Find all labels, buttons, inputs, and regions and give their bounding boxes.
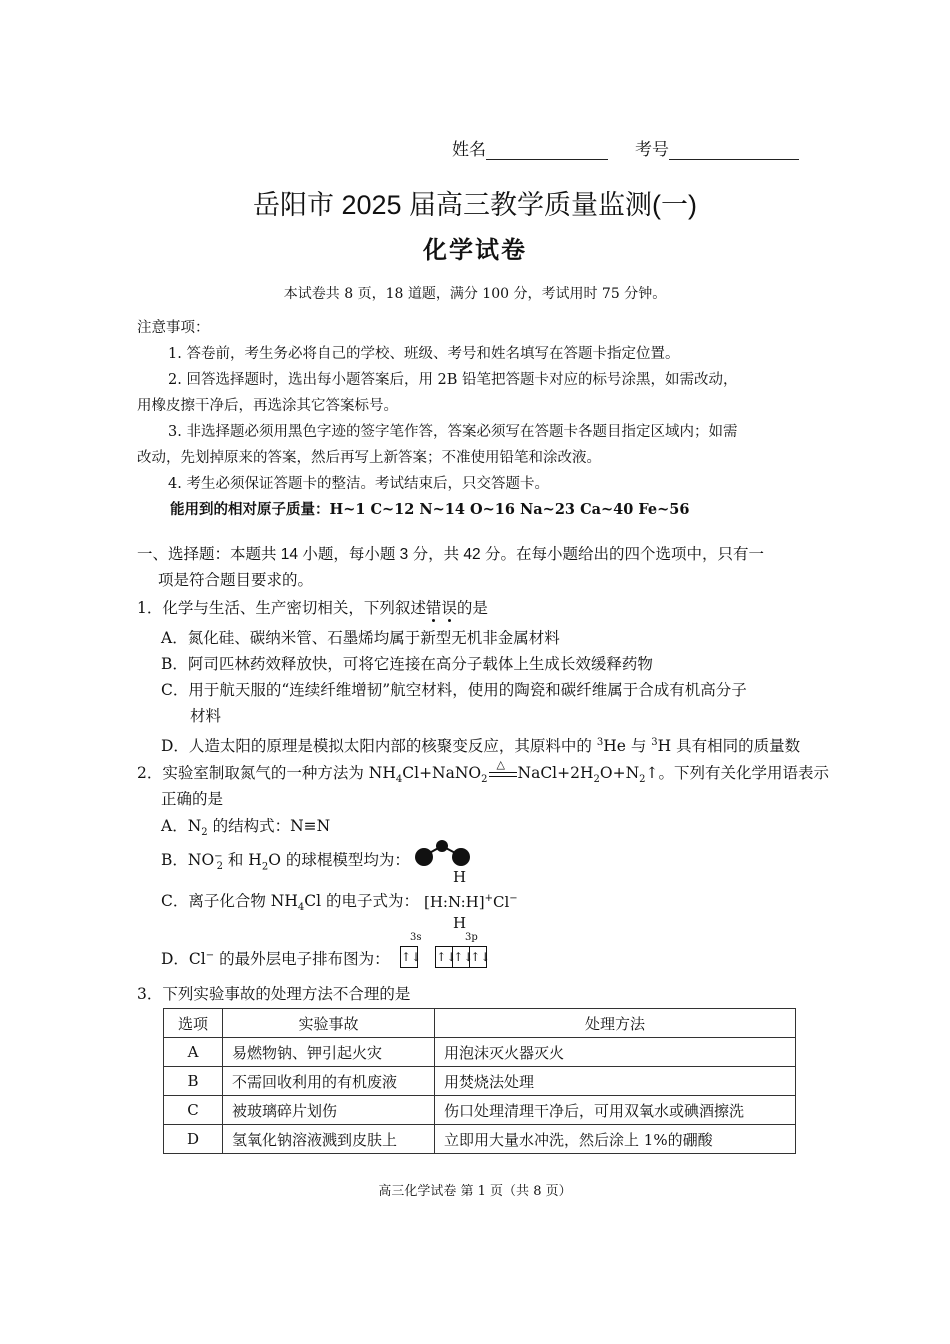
lewis-structure: H [H:N:H]+Cl− H bbox=[424, 868, 518, 932]
q2-option-b: B．$NO^-_2$ 和 $H_2O$ 的球棍模型均为： bbox=[161, 851, 410, 873]
orbital-diagram: 3s 3p ↑↓ ↑↓↑↓↑↓ bbox=[400, 932, 486, 968]
table-cell: 伤口处理清理干净后，可用双氧水或碘酒擦洗 bbox=[435, 1096, 796, 1125]
table-cell: 氢氧化钠溶液溅到皮肤上 bbox=[223, 1125, 435, 1154]
number-blank[interactable] bbox=[669, 141, 799, 160]
q2-option-a: A．$N_2$ 的结构式：N≡N bbox=[161, 817, 331, 839]
name-blank[interactable] bbox=[486, 141, 608, 160]
table-row bbox=[164, 1038, 796, 1067]
table-cell: D bbox=[164, 1125, 223, 1154]
table-cell: 立即用大量水冲洗，然后涂上 1%的硼酸 bbox=[435, 1125, 796, 1154]
notice-item-2-cont: 用橡皮擦干净后，再选涂其它答案标号。 bbox=[137, 398, 398, 414]
orbital-box: ↑↓ bbox=[469, 946, 487, 968]
table-cell: A bbox=[164, 1038, 223, 1067]
q2-option-d: D．Cl− 的最外层电子排布图为： bbox=[161, 950, 390, 969]
notice-heading: 注意事项： bbox=[137, 320, 210, 336]
table-row bbox=[164, 1096, 796, 1125]
candidate-header bbox=[452, 135, 799, 160]
table-cell: 用焚烧法处理 bbox=[435, 1067, 796, 1096]
table-header-cell: 实验事故 bbox=[223, 1009, 435, 1038]
notice-item-1: 1. 答卷前，考生务必将自己的学校、班级、考号和姓名填写在答题卡指定位置。 bbox=[168, 346, 680, 362]
orbital-box: ↑↓ bbox=[400, 946, 418, 968]
q1-option-d: D．人造太阳的原理是模拟太阳内部的核聚变反应，其原料中的 $^3$He 与 $^3$H 具有相同的质量数 bbox=[161, 737, 801, 756]
table-row bbox=[164, 1125, 796, 1154]
q1-option-a: A．氮化硅、碳纳米管、石墨烯均属于新型无机非金属材料 bbox=[161, 629, 560, 647]
notice-item-3: 3. 非选择题必须用黑色字迹的签字笔作答，答案必须写在答题卡各题目指定区域内；如需 bbox=[168, 424, 738, 440]
section1-heading: 一、选择题：本题共 14 小题，每小题 3 分，共 42 分。在每小题给出的四个选项中，只有一 bbox=[137, 546, 764, 563]
table-cell: B bbox=[164, 1067, 223, 1096]
exam-title: 岳阳市 2025 届高三教学质量监测(一) bbox=[252, 190, 698, 220]
table-header-cell: 处理方法 bbox=[435, 1009, 796, 1038]
table-header-row bbox=[164, 1009, 796, 1038]
q2-option-c: C．离子化合物 $NH_4Cl$ 的电子式为： bbox=[161, 892, 419, 914]
table-cell: 被玻璃碎片划伤 bbox=[223, 1096, 435, 1125]
table-cell: 用泡沫灭火器灭火 bbox=[435, 1038, 796, 1067]
heat-arrow: △ bbox=[488, 762, 518, 784]
name-label: 姓名 bbox=[452, 140, 486, 160]
orbital-box: ↑↓ bbox=[435, 946, 453, 968]
notice-item-2: 2. 回答选择题时，选出每小题答案后，用 2B 铅笔把答题卡对应的标号涂黑，如需改动， bbox=[168, 372, 738, 388]
notice-item-4: 4. 考生必须保证答题卡的整洁。考试结束后，只交答题卡。 bbox=[168, 476, 549, 492]
table-cell: C bbox=[164, 1096, 223, 1125]
atomic-masses: 能用到的相对原子质量：H~1 C~12 N~14 O~16 Na~23 Ca~40 Fe~56 bbox=[170, 501, 690, 518]
notice-item-3-cont: 改动，先划掉原来的答案，然后再写上新答案；不准使用铅笔和涂改液。 bbox=[137, 450, 601, 466]
table-header-cell: 选项 bbox=[164, 1009, 223, 1038]
table-cell: 易燃物钠、钾引起火灾 bbox=[223, 1038, 435, 1067]
q1-option-c: C．用于航天服的“连续纤维增韧”航空材料，使用的陶瓷和碳纤维属于合成有机高分子 bbox=[161, 681, 747, 699]
q1-option-c-cont: 材料 bbox=[190, 707, 222, 725]
page-footer: 高三化学试卷 第 1 页（共 8 页） bbox=[378, 1184, 572, 1199]
q3-table bbox=[163, 1008, 796, 1154]
emphasis-char: 误 bbox=[441, 599, 457, 617]
exam-subtitle: 化学试卷 bbox=[423, 235, 527, 264]
exam-info: 本试卷共 8 页，18 道题，满分 100 分，考试用时 75 分钟。 bbox=[283, 286, 667, 302]
number-label: 考号 bbox=[635, 140, 670, 160]
orbital-box: ↑↓ bbox=[452, 946, 470, 968]
table-row bbox=[164, 1067, 796, 1096]
ball-stick-model bbox=[412, 838, 472, 868]
q1-stem: 1．化学与生活、生产密切相关，下列叙述错误的是 bbox=[137, 599, 488, 617]
q3-stem: 3．下列实验事故的处理方法不合理的是 bbox=[137, 985, 411, 1003]
emphasis-char: 错 bbox=[425, 599, 442, 617]
q2-stem: 2．实验室制取氮气的一种方法为 $NH_4Cl+NaNO_2$ △ $NaCl+2H_2O+N_2↑$。下列有关化学用语表示 bbox=[137, 758, 830, 786]
q2-stem-cont: 正确的是 bbox=[161, 790, 224, 808]
table-cell: 不需回收利用的有机废液 bbox=[223, 1067, 435, 1096]
section1-heading-cont: 项是符合题目要求的。 bbox=[158, 572, 314, 589]
q1-option-b: B．阿司匹林药效释放快，可将它连接在高分子载体上生成长效缓释药物 bbox=[161, 655, 653, 673]
